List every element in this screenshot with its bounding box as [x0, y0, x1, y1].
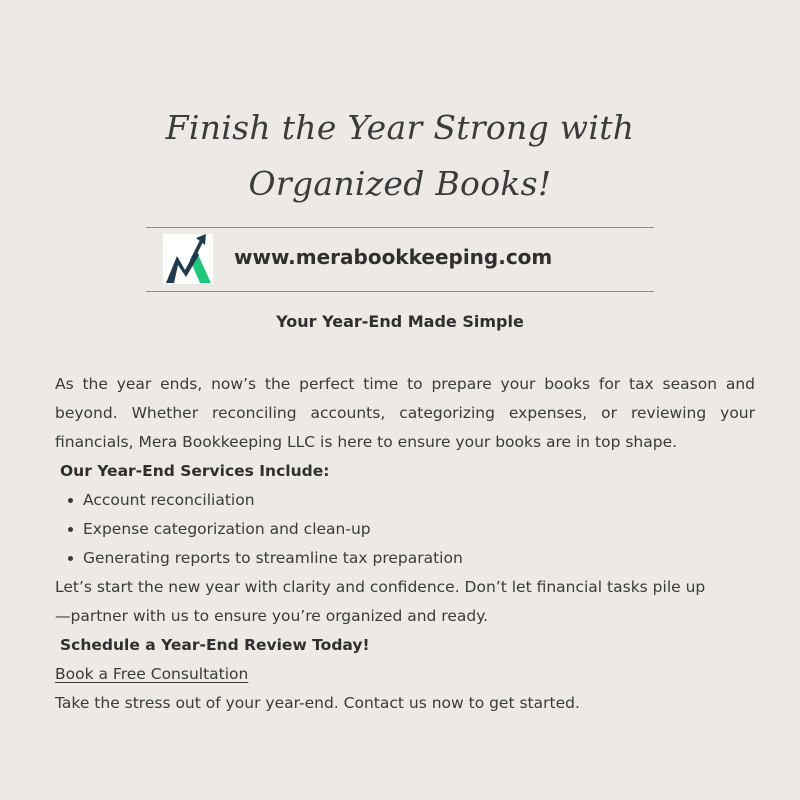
- headline-line-2: Organized Books!: [248, 164, 552, 203]
- service-item: [68, 544, 755, 573]
- divider-top: [146, 227, 654, 228]
- bullet-icon: [68, 556, 73, 561]
- closing-line-1: Let’s start the new year with clarity and confidence. Don’t let financial tasks pile up: [55, 578, 706, 596]
- service-item: [68, 486, 755, 515]
- services-heading: Our Year-End Services Include:: [60, 462, 330, 480]
- divider-bottom: [146, 291, 654, 292]
- bullet-icon: [68, 498, 73, 503]
- footer-text: Take the stress out of your year-end. Contact us now to get started.: [55, 694, 580, 712]
- mera-logo-icon: [163, 234, 213, 284]
- service-item-label: Account reconciliation: [83, 491, 255, 509]
- website-url[interactable]: www.merabookkeeping.com: [234, 245, 553, 269]
- body-content: [55, 370, 755, 718]
- services-list: [55, 486, 755, 573]
- closing-line-2: —partner with us to ensure you’re organized and ready.: [55, 607, 489, 625]
- headline-line-1: Finish the Year Strong with: [165, 108, 635, 147]
- headline: [0, 100, 800, 212]
- service-item: [68, 515, 755, 544]
- service-item-label: Expense categorization and clean-up: [83, 520, 371, 538]
- bullet-icon: [68, 527, 73, 532]
- intro-paragraph: As the year ends, now’s the perfect time to prepare your books for tax season and beyond. Whether reconciling accounts, categorizing expenses, or reviewing your financials, Mera Bookkeeping LLC is here to ensure your books are in top shape.: [55, 375, 755, 451]
- cta-heading: Schedule a Year-End Review Today!: [60, 636, 370, 654]
- book-consultation-link[interactable]: Book a Free Consultation: [55, 665, 249, 683]
- subtitle: Your Year-End Made Simple: [276, 312, 524, 331]
- service-item-label: Generating reports to streamline tax preparation: [83, 549, 463, 567]
